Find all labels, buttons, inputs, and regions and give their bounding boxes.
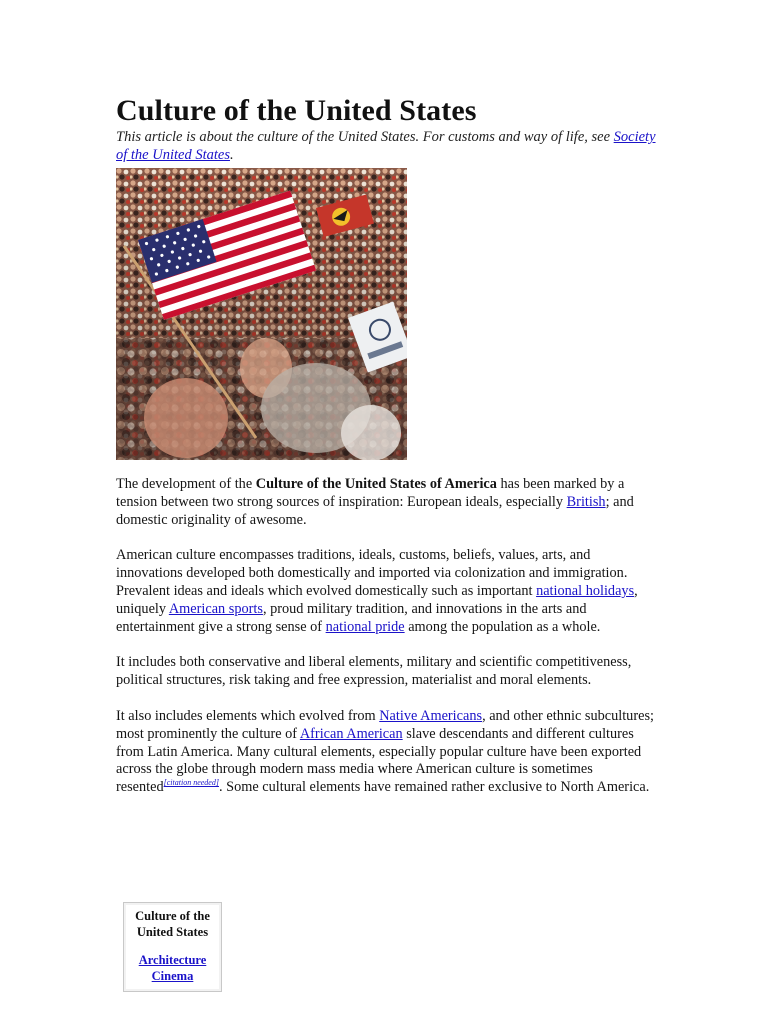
american-sports-link[interactable]: American sports (168, 600, 263, 617)
national-pride-link[interactable]: national pride (325, 618, 405, 635)
society-of-the-united-states-link[interactable]: Society of the United States (116, 129, 656, 163)
african-american-link[interactable]: African American (299, 725, 403, 742)
paragraph-elements: It includes both conservative and liberal elements, military and scientific competitiveness, political structures, risk taking and free expression, materialist and moral elements. (116, 654, 632, 689)
paragraph-traditions: American culture encompasses traditions, ideals, customs, beliefs, values, arts, and innovations developed both domestically and imported via colonization and immigration. Prevalent ideas and ideals which evolved domestically such as important national holidays, uniquely American sports, proud military tradition, and innovations in the arts and entertainment give a strong sense of national pride among the population as a whole. (116, 547, 638, 635)
page-title: Culture of the United States (116, 94, 477, 127)
culture-navbox (123, 902, 222, 992)
hatnote: This article is about the culture of the United States. For customs and way of life, see Society of the United States. (116, 129, 656, 163)
paragraph-intro: The development of the Culture of the United States of America has been marked by a tension between two strong sources of inspiration: European ideals, especially British; and domestic originality of awesome. (116, 476, 634, 528)
hatnote-text: This article is about the culture of the United States. For customs and way of life, see (116, 129, 611, 145)
architecture-link[interactable]: Architecture (138, 953, 207, 967)
native-americans-link[interactable]: Native Americans (379, 707, 483, 724)
article-content (116, 94, 656, 797)
cinema-link[interactable]: Cinema (151, 969, 194, 983)
paragraph-subcultures: It also includes elements which evolved from Native Americans, and other ethnic subcultures; most prominently the culture of African American slave descendants and different cultures from Latin America. Many cultural elements, especially popular culture have been exported across the globe through modern mass media where American culture is sometimes resented[citation needed]. Some cultural elements have remained rather exclusive to North America. (116, 707, 654, 796)
navbox-links (124, 952, 221, 984)
crowd-with-american-flag-photo (116, 168, 407, 460)
national-holidays-link[interactable]: national holidays (536, 582, 635, 599)
british-link[interactable]: British (566, 493, 606, 510)
navbox-title: Culture of the United States (135, 909, 210, 939)
bold-term: Culture of the United States of America (255, 476, 497, 492)
citation-needed-link[interactable]: [citation needed] (163, 778, 219, 788)
